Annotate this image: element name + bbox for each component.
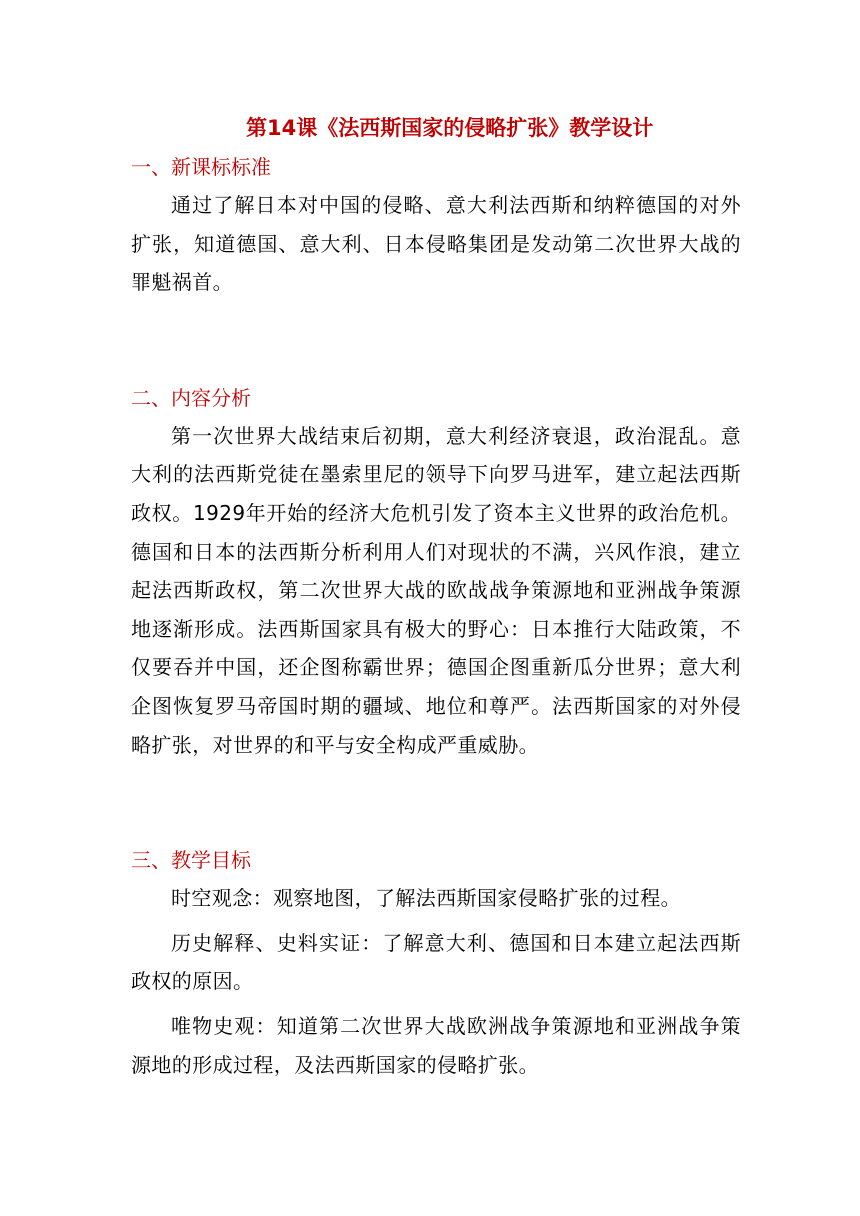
section-heading: 三、教学目标: [131, 848, 251, 873]
section-content-analysis: [131, 379, 741, 764]
goal-spacetime: 时空观念：观察地图，了解法西斯国家侵略扩张的过程。: [171, 886, 681, 911]
document-page: [131, 108, 741, 1084]
goal-historical-interpretation: 历史解释、史料实证：了解意大利、德国和日本建立起法西斯政权的原因。: [131, 930, 741, 994]
section-paragraph: 通过了解日本对中国的侵略、意大利法西斯和纳粹德国的对外扩张，知道德国、意大利、日本侵略集团是发动第二次世界大战的罪魁祸首。: [131, 193, 741, 295]
document-title: 第14课《法西斯国家的侵略扩张》教学设计: [246, 116, 654, 140]
section-teaching-goals: [131, 841, 741, 1084]
goal-historical-materialism: 唯物史观：知道第二次世界大战欧洲战争策源地和亚洲战争策源地的形成过程，及法西斯国家的侵略扩张。: [131, 1013, 741, 1077]
section-gap: [131, 302, 741, 379]
section-heading: 一、新课标标准: [131, 155, 271, 179]
section-heading: 二、内容分析: [131, 385, 251, 410]
section-curriculum-standard: [131, 148, 741, 302]
section-paragraph: 第一次世界大战结束后初期，意大利经济衰退，政治混乱。意大利的法西斯党徒在墨索里尼的领导下向罗马进军，建立起法西斯政权。1929年开始的经济大危机引发了资本主义世界的政治危机。德国和日本的法西斯分析利用人们对现状的不满，兴风作浪，建立起法西斯政权，第二次世界大战的欧战战争策源地和亚洲战争策源地逐渐形成。法西斯国家具有极大的野心：日本推行大陆政策，不仅要吞并中国，还企图称霸世界；德国企图重新瓜分世界；意大利企图恢复罗马帝国时期的疆域、地位和尊严。法西斯国家的对外侵略扩张，对世界的和平与安全构成严重威胁。: [131, 423, 741, 757]
section-gap: [131, 764, 741, 841]
